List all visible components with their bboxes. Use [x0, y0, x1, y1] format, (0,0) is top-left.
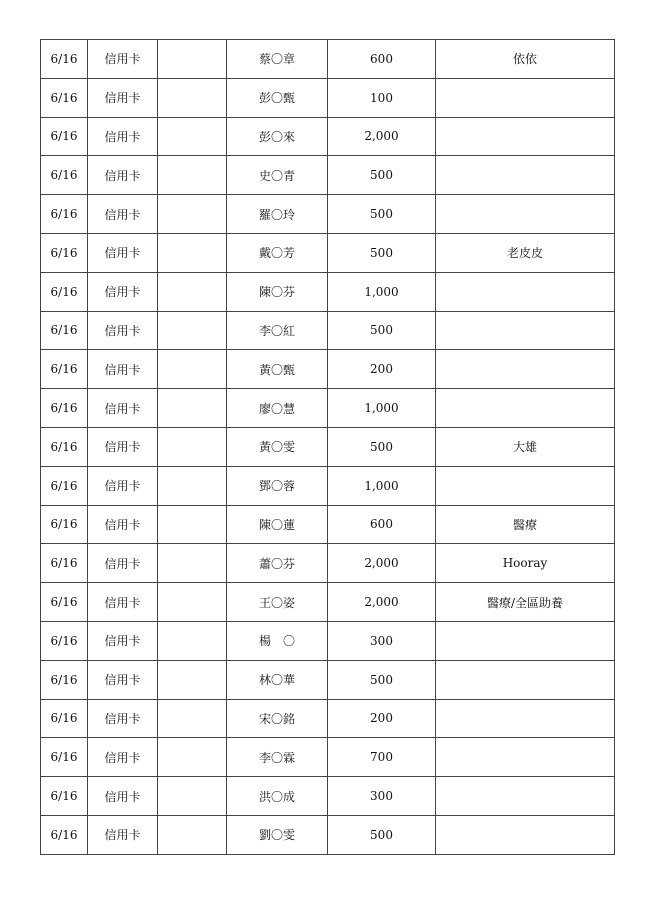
amount-cell: 300: [328, 777, 436, 816]
date-cell: 6/16: [41, 660, 88, 699]
note-cell: [436, 738, 615, 777]
table-row: [41, 738, 615, 777]
empty-cell: [158, 311, 227, 350]
donor-name-cell: 李〇霖: [227, 738, 328, 777]
date-cell: 6/16: [41, 505, 88, 544]
payment-method-cell: 信用卡: [88, 738, 158, 777]
note-cell: [436, 350, 615, 389]
date-cell: 6/16: [41, 427, 88, 466]
table-row: [41, 311, 615, 350]
amount-cell: 100: [328, 78, 436, 117]
amount-cell: 2,000: [328, 544, 436, 583]
empty-cell: [158, 233, 227, 272]
empty-cell: [158, 583, 227, 622]
donor-name-cell: 蕭〇芬: [227, 544, 328, 583]
date-cell: 6/16: [41, 389, 88, 428]
donor-name-cell: 楊 〇: [227, 621, 328, 660]
empty-cell: [158, 815, 227, 854]
donor-name-cell: 林〇華: [227, 660, 328, 699]
table-row: [41, 156, 615, 195]
donation-table: [40, 39, 615, 855]
amount-cell: 500: [328, 815, 436, 854]
table-row: [41, 777, 615, 816]
empty-cell: [158, 466, 227, 505]
empty-cell: [158, 78, 227, 117]
empty-cell: [158, 777, 227, 816]
amount-cell: 500: [328, 156, 436, 195]
note-cell: Hooray: [436, 544, 615, 583]
note-cell: 大雄: [436, 427, 615, 466]
table-row: [41, 117, 615, 156]
empty-cell: [158, 350, 227, 389]
amount-cell: 2,000: [328, 117, 436, 156]
payment-method-cell: 信用卡: [88, 272, 158, 311]
donor-name-cell: 李〇紅: [227, 311, 328, 350]
table-row: [41, 233, 615, 272]
payment-method-cell: 信用卡: [88, 427, 158, 466]
note-cell: [436, 660, 615, 699]
date-cell: 6/16: [41, 311, 88, 350]
empty-cell: [158, 699, 227, 738]
amount-cell: 700: [328, 738, 436, 777]
table-row: [41, 544, 615, 583]
payment-method-cell: 信用卡: [88, 466, 158, 505]
table-row: [41, 350, 615, 389]
payment-method-cell: 信用卡: [88, 78, 158, 117]
amount-cell: 600: [328, 40, 436, 79]
date-cell: 6/16: [41, 156, 88, 195]
payment-method-cell: 信用卡: [88, 389, 158, 428]
date-cell: 6/16: [41, 815, 88, 854]
donor-name-cell: 廖〇慧: [227, 389, 328, 428]
empty-cell: [158, 156, 227, 195]
donor-name-cell: 彭〇甄: [227, 78, 328, 117]
table-row: [41, 505, 615, 544]
empty-cell: [158, 505, 227, 544]
note-cell: 醫療/全區助養: [436, 583, 615, 622]
note-cell: [436, 699, 615, 738]
table-row: [41, 466, 615, 505]
payment-method-cell: 信用卡: [88, 195, 158, 234]
donor-name-cell: 王〇姿: [227, 583, 328, 622]
amount-cell: 1,000: [328, 389, 436, 428]
note-cell: [436, 195, 615, 234]
date-cell: 6/16: [41, 78, 88, 117]
date-cell: 6/16: [41, 117, 88, 156]
donor-name-cell: 史〇青: [227, 156, 328, 195]
payment-method-cell: 信用卡: [88, 350, 158, 389]
amount-cell: 2,000: [328, 583, 436, 622]
date-cell: 6/16: [41, 738, 88, 777]
empty-cell: [158, 544, 227, 583]
donor-name-cell: 戴〇芳: [227, 233, 328, 272]
payment-method-cell: 信用卡: [88, 621, 158, 660]
donation-rows: [41, 40, 615, 855]
note-cell: [436, 117, 615, 156]
table-row: [41, 583, 615, 622]
note-cell: 老皮皮: [436, 233, 615, 272]
payment-method-cell: 信用卡: [88, 311, 158, 350]
amount-cell: 500: [328, 427, 436, 466]
payment-method-cell: 信用卡: [88, 583, 158, 622]
payment-method-cell: 信用卡: [88, 699, 158, 738]
date-cell: 6/16: [41, 777, 88, 816]
payment-method-cell: 信用卡: [88, 40, 158, 79]
donor-name-cell: 黃〇雯: [227, 427, 328, 466]
donor-name-cell: 洪〇成: [227, 777, 328, 816]
empty-cell: [158, 660, 227, 699]
empty-cell: [158, 738, 227, 777]
amount-cell: 500: [328, 233, 436, 272]
table-row: [41, 427, 615, 466]
date-cell: 6/16: [41, 621, 88, 660]
amount-cell: 200: [328, 350, 436, 389]
table-row: [41, 660, 615, 699]
table-row: [41, 195, 615, 234]
empty-cell: [158, 117, 227, 156]
note-cell: [436, 777, 615, 816]
amount-cell: 600: [328, 505, 436, 544]
donor-name-cell: 陳〇蓮: [227, 505, 328, 544]
table-row: [41, 699, 615, 738]
empty-cell: [158, 195, 227, 234]
payment-method-cell: 信用卡: [88, 233, 158, 272]
note-cell: [436, 621, 615, 660]
table-row: [41, 815, 615, 854]
donor-name-cell: 蔡〇章: [227, 40, 328, 79]
date-cell: 6/16: [41, 195, 88, 234]
empty-cell: [158, 621, 227, 660]
table-row: [41, 78, 615, 117]
date-cell: 6/16: [41, 544, 88, 583]
donor-name-cell: 黃〇甄: [227, 350, 328, 389]
donor-name-cell: 宋〇銘: [227, 699, 328, 738]
amount-cell: 200: [328, 699, 436, 738]
date-cell: 6/16: [41, 40, 88, 79]
payment-method-cell: 信用卡: [88, 544, 158, 583]
payment-method-cell: 信用卡: [88, 156, 158, 195]
note-cell: [436, 311, 615, 350]
empty-cell: [158, 389, 227, 428]
amount-cell: 500: [328, 660, 436, 699]
note-cell: 依依: [436, 40, 615, 79]
note-cell: [436, 272, 615, 311]
table-row: [41, 40, 615, 79]
payment-method-cell: 信用卡: [88, 815, 158, 854]
table-row: [41, 389, 615, 428]
note-cell: [436, 466, 615, 505]
amount-cell: 1,000: [328, 272, 436, 311]
donor-name-cell: 陳〇芬: [227, 272, 328, 311]
empty-cell: [158, 427, 227, 466]
donor-name-cell: 羅〇玲: [227, 195, 328, 234]
donor-name-cell: 劉〇雯: [227, 815, 328, 854]
empty-cell: [158, 40, 227, 79]
payment-method-cell: 信用卡: [88, 505, 158, 544]
note-cell: [436, 78, 615, 117]
date-cell: 6/16: [41, 699, 88, 738]
table-row: [41, 272, 615, 311]
note-cell: [436, 156, 615, 195]
donor-name-cell: 彭〇來: [227, 117, 328, 156]
date-cell: 6/16: [41, 272, 88, 311]
amount-cell: 500: [328, 311, 436, 350]
payment-method-cell: 信用卡: [88, 660, 158, 699]
payment-method-cell: 信用卡: [88, 117, 158, 156]
note-cell: 醫療: [436, 505, 615, 544]
date-cell: 6/16: [41, 466, 88, 505]
amount-cell: 300: [328, 621, 436, 660]
date-cell: 6/16: [41, 350, 88, 389]
empty-cell: [158, 272, 227, 311]
note-cell: [436, 389, 615, 428]
date-cell: 6/16: [41, 583, 88, 622]
note-cell: [436, 815, 615, 854]
donor-name-cell: 鄧〇蓉: [227, 466, 328, 505]
date-cell: 6/16: [41, 233, 88, 272]
amount-cell: 500: [328, 195, 436, 234]
table-row: [41, 621, 615, 660]
amount-cell: 1,000: [328, 466, 436, 505]
payment-method-cell: 信用卡: [88, 777, 158, 816]
